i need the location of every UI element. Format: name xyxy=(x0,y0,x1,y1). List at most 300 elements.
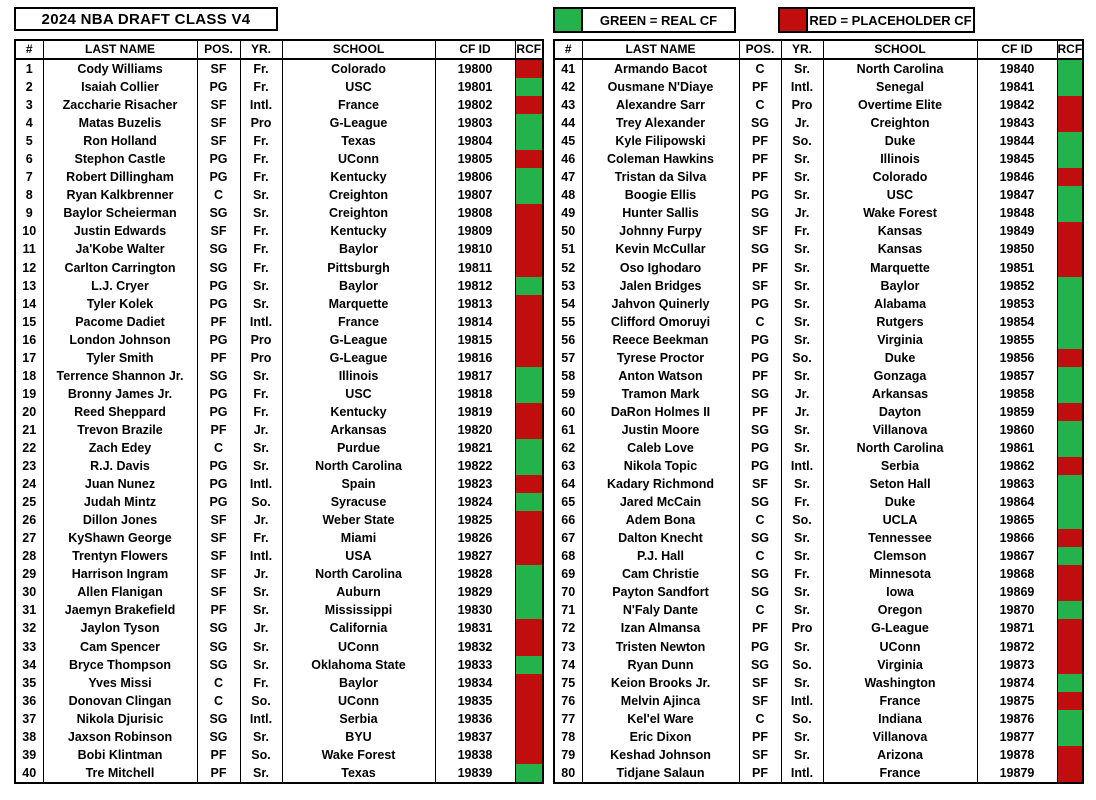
cell-cf-id: 19852 xyxy=(977,277,1057,295)
cell-number: 32 xyxy=(15,619,43,637)
cell-cf-id: 19868 xyxy=(977,565,1057,583)
cell-number: 14 xyxy=(15,295,43,313)
cell-position: PF xyxy=(739,403,781,421)
cell-school: Tennessee xyxy=(823,529,977,547)
cell-last-name: Donovan Clingan xyxy=(43,692,197,710)
cell-position: PG xyxy=(197,78,240,96)
cell-position: PF xyxy=(739,150,781,168)
cell-school: Iowa xyxy=(823,583,977,601)
table-row xyxy=(15,746,543,764)
cell-cf-id: 19844 xyxy=(977,132,1057,150)
table-row xyxy=(554,565,1083,583)
rcf-real-indicator xyxy=(1057,277,1083,295)
table-row xyxy=(554,385,1083,403)
table-row xyxy=(15,367,543,385)
cell-year: So. xyxy=(240,493,282,511)
cell-position: SF xyxy=(197,222,240,240)
table-row xyxy=(15,204,543,222)
rcf-real-indicator xyxy=(1057,475,1083,493)
cell-last-name: Cam Spencer xyxy=(43,638,197,656)
cell-last-name: Boogie Ellis xyxy=(582,186,739,204)
cell-last-name: Zaccharie Risacher xyxy=(43,96,197,114)
cell-last-name: Armando Bacot xyxy=(582,59,739,78)
cell-position: PG xyxy=(739,295,781,313)
cell-year: Sr. xyxy=(781,331,823,349)
cell-position: C xyxy=(197,674,240,692)
cell-school: Baylor xyxy=(282,674,435,692)
cell-cf-id: 19836 xyxy=(435,710,515,728)
cell-school: G-League xyxy=(823,619,977,637)
cell-position: C xyxy=(197,186,240,204)
cell-cf-id: 19840 xyxy=(977,59,1057,78)
rcf-placeholder-indicator xyxy=(515,259,543,277)
cell-last-name: Cody Williams xyxy=(43,59,197,78)
cell-cf-id: 19862 xyxy=(977,457,1057,475)
table-row xyxy=(554,132,1083,150)
table-row xyxy=(15,132,543,150)
cell-cf-id: 19850 xyxy=(977,240,1057,258)
cell-position: PG xyxy=(197,493,240,511)
cell-year: Sr. xyxy=(781,295,823,313)
cell-last-name: Johnny Furpy xyxy=(582,222,739,240)
rcf-real-indicator xyxy=(515,764,543,783)
cell-position: SG xyxy=(739,656,781,674)
cell-school: Virginia xyxy=(823,331,977,349)
cell-number: 58 xyxy=(554,367,582,385)
table-row xyxy=(15,59,543,78)
table-row xyxy=(15,96,543,114)
cell-year: Intl. xyxy=(781,764,823,783)
cell-number: 42 xyxy=(554,78,582,96)
cell-year: Sr. xyxy=(781,674,823,692)
cell-year: So. xyxy=(781,710,823,728)
table-row xyxy=(554,403,1083,421)
cell-number: 6 xyxy=(15,150,43,168)
rcf-real-indicator xyxy=(515,277,543,295)
table-row xyxy=(15,692,543,710)
cell-position: SG xyxy=(197,240,240,258)
cell-year: Intl. xyxy=(240,547,282,565)
cell-cf-id: 19820 xyxy=(435,421,515,439)
cell-position: SG xyxy=(739,529,781,547)
cell-cf-id: 19878 xyxy=(977,746,1057,764)
rcf-real-indicator xyxy=(1057,186,1083,204)
cell-school: Arkansas xyxy=(823,385,977,403)
table-row xyxy=(554,222,1083,240)
table-row xyxy=(554,619,1083,637)
rcf-real-indicator xyxy=(515,457,543,475)
cell-year: Fr. xyxy=(240,168,282,186)
rcf-placeholder-indicator xyxy=(1057,259,1083,277)
cell-cf-id: 19808 xyxy=(435,204,515,222)
cell-last-name: Caleb Love xyxy=(582,439,739,457)
cell-position: SF xyxy=(739,746,781,764)
cell-number: 22 xyxy=(15,439,43,457)
cell-cf-id: 19847 xyxy=(977,186,1057,204)
cell-year: Sr. xyxy=(240,277,282,295)
cell-last-name: Jaxson Robinson xyxy=(43,728,197,746)
table-row xyxy=(15,168,543,186)
table-row xyxy=(15,114,543,132)
cell-number: 9 xyxy=(15,204,43,222)
cell-school: G-League xyxy=(282,349,435,367)
cell-position: PG xyxy=(197,385,240,403)
cell-number: 12 xyxy=(15,259,43,277)
cell-cf-id: 19802 xyxy=(435,96,515,114)
cell-last-name: Ryan Kalkbrenner xyxy=(43,186,197,204)
rcf-placeholder-indicator xyxy=(515,96,543,114)
cell-cf-id: 19819 xyxy=(435,403,515,421)
table-row xyxy=(15,150,543,168)
cell-cf-id: 19816 xyxy=(435,349,515,367)
cell-last-name: P.J. Hall xyxy=(582,547,739,565)
cell-year: Intl. xyxy=(781,78,823,96)
cell-number: 77 xyxy=(554,710,582,728)
cell-school: Creighton xyxy=(282,186,435,204)
cell-last-name: Tramon Mark xyxy=(582,385,739,403)
cell-cf-id: 19835 xyxy=(435,692,515,710)
cell-position: PF xyxy=(739,78,781,96)
cell-position: SF xyxy=(739,692,781,710)
table-row xyxy=(15,186,543,204)
cell-position: SG xyxy=(739,385,781,403)
table-row xyxy=(15,710,543,728)
cell-school: Arizona xyxy=(823,746,977,764)
cell-number: 2 xyxy=(15,78,43,96)
rcf-placeholder-indicator xyxy=(515,222,543,240)
table-row xyxy=(554,710,1083,728)
cell-school: UCLA xyxy=(823,511,977,529)
cell-last-name: Jalen Bridges xyxy=(582,277,739,295)
cell-position: PG xyxy=(197,277,240,295)
cell-cf-id: 19834 xyxy=(435,674,515,692)
cell-position: SG xyxy=(739,421,781,439)
cell-year: Jr. xyxy=(781,385,823,403)
cell-position: SG xyxy=(197,638,240,656)
table-row xyxy=(554,457,1083,475)
cell-year: Pro xyxy=(240,331,282,349)
cell-number: 69 xyxy=(554,565,582,583)
cell-cf-id: 19848 xyxy=(977,204,1057,222)
rcf-real-indicator xyxy=(1057,674,1083,692)
table-row xyxy=(554,601,1083,619)
cell-year: Pro xyxy=(781,619,823,637)
cell-last-name: Izan Almansa xyxy=(582,619,739,637)
cell-cf-id: 19828 xyxy=(435,565,515,583)
cell-year: Fr. xyxy=(240,59,282,78)
cell-position: SG xyxy=(739,204,781,222)
cell-number: 28 xyxy=(15,547,43,565)
cell-cf-id: 19861 xyxy=(977,439,1057,457)
cell-cf-id: 19842 xyxy=(977,96,1057,114)
cell-last-name: Bronny James Jr. xyxy=(43,385,197,403)
cell-position: SF xyxy=(197,583,240,601)
cell-number: 75 xyxy=(554,674,582,692)
cell-year: Fr. xyxy=(240,259,282,277)
cell-cf-id: 19833 xyxy=(435,656,515,674)
cell-school: North Carolina xyxy=(282,565,435,583)
cell-school: Colorado xyxy=(823,168,977,186)
col-header-number: # xyxy=(554,40,582,59)
cell-year: So. xyxy=(781,511,823,529)
cell-year: Jr. xyxy=(781,114,823,132)
cell-school: Mississippi xyxy=(282,601,435,619)
table-row xyxy=(554,638,1083,656)
table-row xyxy=(15,313,543,331)
cell-year: Sr. xyxy=(781,638,823,656)
cell-year: Intl. xyxy=(240,96,282,114)
cell-cf-id: 19809 xyxy=(435,222,515,240)
rcf-real-indicator xyxy=(515,439,543,457)
rcf-real-indicator xyxy=(1057,295,1083,313)
cell-cf-id: 19825 xyxy=(435,511,515,529)
cell-number: 30 xyxy=(15,583,43,601)
legend-real-cf xyxy=(553,7,736,33)
cell-number: 73 xyxy=(554,638,582,656)
cell-position: PG xyxy=(197,295,240,313)
table-row xyxy=(554,150,1083,168)
cell-school: Baylor xyxy=(282,240,435,258)
cell-last-name: Payton Sandfort xyxy=(582,583,739,601)
cell-cf-id: 19854 xyxy=(977,313,1057,331)
cell-number: 35 xyxy=(15,674,43,692)
rcf-placeholder-indicator xyxy=(1057,764,1083,783)
cell-last-name: Ja'Kobe Walter xyxy=(43,240,197,258)
cell-number: 48 xyxy=(554,186,582,204)
cell-last-name: Tristan da Silva xyxy=(582,168,739,186)
cell-school: Creighton xyxy=(282,204,435,222)
cell-year: Sr. xyxy=(240,656,282,674)
rcf-placeholder-indicator xyxy=(515,475,543,493)
cell-number: 57 xyxy=(554,349,582,367)
cell-number: 60 xyxy=(554,403,582,421)
cell-last-name: Anton Watson xyxy=(582,367,739,385)
cell-school: Syracuse xyxy=(282,493,435,511)
table-row xyxy=(15,619,543,637)
cell-school: Washington xyxy=(823,674,977,692)
cell-position: C xyxy=(197,692,240,710)
cell-year: Sr. xyxy=(240,439,282,457)
cell-last-name: L.J. Cryer xyxy=(43,277,197,295)
cell-year: Sr. xyxy=(781,746,823,764)
legend-red-label: RED = PLACEHOLDER CF xyxy=(809,12,972,28)
cell-number: 50 xyxy=(554,222,582,240)
green-swatch xyxy=(555,9,583,31)
cell-number: 5 xyxy=(15,132,43,150)
cell-cf-id: 19859 xyxy=(977,403,1057,421)
cell-year: Fr. xyxy=(781,222,823,240)
cell-last-name: Tristen Newton xyxy=(582,638,739,656)
cell-year: Fr. xyxy=(240,78,282,96)
cell-school: Creighton xyxy=(823,114,977,132)
rcf-placeholder-indicator xyxy=(1057,565,1083,583)
cell-position: SG xyxy=(739,565,781,583)
cell-cf-id: 19815 xyxy=(435,331,515,349)
rcf-real-indicator xyxy=(1057,78,1083,96)
cell-last-name: Dalton Knecht xyxy=(582,529,739,547)
cell-number: 18 xyxy=(15,367,43,385)
rcf-real-indicator xyxy=(1057,421,1083,439)
cell-year: Jr. xyxy=(240,619,282,637)
table-row xyxy=(554,583,1083,601)
table-row xyxy=(15,764,543,783)
cell-cf-id: 19873 xyxy=(977,656,1057,674)
cell-position: SG xyxy=(739,493,781,511)
cell-position: PF xyxy=(739,367,781,385)
cell-cf-id: 19876 xyxy=(977,710,1057,728)
cell-last-name: Jaemyn Brakefield xyxy=(43,601,197,619)
cell-cf-id: 19826 xyxy=(435,529,515,547)
cell-school: Marquette xyxy=(823,259,977,277)
cell-school: Kansas xyxy=(823,222,977,240)
cell-position: SF xyxy=(197,529,240,547)
cell-number: 68 xyxy=(554,547,582,565)
table-row xyxy=(554,168,1083,186)
cell-cf-id: 19807 xyxy=(435,186,515,204)
cell-cf-id: 19814 xyxy=(435,313,515,331)
cell-cf-id: 19829 xyxy=(435,583,515,601)
cell-school: Dayton xyxy=(823,403,977,421)
cell-number: 43 xyxy=(554,96,582,114)
cell-cf-id: 19872 xyxy=(977,638,1057,656)
table-row xyxy=(554,349,1083,367)
rcf-placeholder-indicator xyxy=(515,547,543,565)
table-row xyxy=(554,674,1083,692)
rcf-placeholder-indicator xyxy=(1057,656,1083,674)
table-row xyxy=(554,295,1083,313)
table-row xyxy=(15,475,543,493)
cell-position: PF xyxy=(739,259,781,277)
cell-last-name: Bobi Klintman xyxy=(43,746,197,764)
cell-number: 26 xyxy=(15,511,43,529)
cell-cf-id: 19801 xyxy=(435,78,515,96)
cell-number: 21 xyxy=(15,421,43,439)
cell-number: 19 xyxy=(15,385,43,403)
rcf-placeholder-indicator xyxy=(1057,583,1083,601)
rcf-placeholder-indicator xyxy=(515,204,543,222)
cell-cf-id: 19818 xyxy=(435,385,515,403)
cell-number: 64 xyxy=(554,475,582,493)
cell-school: Alabama xyxy=(823,295,977,313)
cell-number: 74 xyxy=(554,656,582,674)
cell-number: 70 xyxy=(554,583,582,601)
cell-last-name: Kyle Filipowski xyxy=(582,132,739,150)
cell-position: PG xyxy=(197,475,240,493)
cell-position: SG xyxy=(197,367,240,385)
cell-number: 56 xyxy=(554,331,582,349)
cell-last-name: Stephon Castle xyxy=(43,150,197,168)
cell-year: Sr. xyxy=(781,367,823,385)
cell-position: PF xyxy=(197,746,240,764)
cell-last-name: Adem Bona xyxy=(582,511,739,529)
cell-year: Fr. xyxy=(240,529,282,547)
cell-number: 59 xyxy=(554,385,582,403)
cell-year: Sr. xyxy=(781,168,823,186)
table-row xyxy=(15,421,543,439)
cell-cf-id: 19870 xyxy=(977,601,1057,619)
cell-number: 44 xyxy=(554,114,582,132)
cell-cf-id: 19821 xyxy=(435,439,515,457)
cell-cf-id: 19849 xyxy=(977,222,1057,240)
cell-year: Jr. xyxy=(240,421,282,439)
rcf-real-indicator xyxy=(1057,439,1083,457)
cell-position: PG xyxy=(197,403,240,421)
cell-last-name: KyShawn George xyxy=(43,529,197,547)
rcf-real-indicator xyxy=(1057,710,1083,728)
cell-last-name: Tre Mitchell xyxy=(43,764,197,783)
cell-last-name: Ron Holland xyxy=(43,132,197,150)
cell-last-name: Tidjane Salaun xyxy=(582,764,739,783)
cell-cf-id: 19827 xyxy=(435,547,515,565)
table-row xyxy=(554,259,1083,277)
cell-position: SG xyxy=(739,114,781,132)
cell-number: 31 xyxy=(15,601,43,619)
cell-year: Fr. xyxy=(240,385,282,403)
rcf-real-indicator xyxy=(515,114,543,132)
rcf-placeholder-indicator xyxy=(1057,529,1083,547)
cell-school: UConn xyxy=(823,638,977,656)
cell-school: Auburn xyxy=(282,583,435,601)
rcf-real-indicator xyxy=(515,583,543,601)
rcf-placeholder-indicator xyxy=(515,331,543,349)
cell-last-name: Tyler Kolek xyxy=(43,295,197,313)
cell-position: SG xyxy=(197,619,240,637)
rcf-real-indicator xyxy=(1057,547,1083,565)
cell-year: Intl. xyxy=(781,692,823,710)
cell-year: Sr. xyxy=(240,186,282,204)
cell-year: Fr. xyxy=(240,132,282,150)
cell-position: SG xyxy=(197,710,240,728)
cell-position: PG xyxy=(739,439,781,457)
cell-last-name: Matas Buzelis xyxy=(43,114,197,132)
cell-number: 76 xyxy=(554,692,582,710)
cell-cf-id: 19871 xyxy=(977,619,1057,637)
cell-cf-id: 19865 xyxy=(977,511,1057,529)
cell-last-name: Keshad Johnson xyxy=(582,746,739,764)
cell-school: Kansas xyxy=(823,240,977,258)
cell-number: 20 xyxy=(15,403,43,421)
rcf-real-indicator xyxy=(515,385,543,403)
cell-school: BYU xyxy=(282,728,435,746)
cell-position: C xyxy=(739,601,781,619)
cell-year: Sr. xyxy=(781,259,823,277)
cell-school: Gonzaga xyxy=(823,367,977,385)
cell-year: Sr. xyxy=(240,295,282,313)
cell-school: Marquette xyxy=(282,295,435,313)
table-row xyxy=(15,331,543,349)
cell-school: France xyxy=(282,96,435,114)
table-row xyxy=(15,529,543,547)
table-row xyxy=(554,493,1083,511)
cell-cf-id: 19856 xyxy=(977,349,1057,367)
cell-year: So. xyxy=(240,746,282,764)
rcf-real-indicator xyxy=(1057,385,1083,403)
cell-cf-id: 19806 xyxy=(435,168,515,186)
cell-last-name: Coleman Hawkins xyxy=(582,150,739,168)
cell-year: Sr. xyxy=(240,728,282,746)
table-row xyxy=(554,764,1083,783)
cell-position: PG xyxy=(197,150,240,168)
legend-placeholder-cf xyxy=(778,7,975,33)
cell-school: USA xyxy=(282,547,435,565)
cell-number: 41 xyxy=(554,59,582,78)
cell-number: 80 xyxy=(554,764,582,783)
col-header-year: YR. xyxy=(781,40,823,59)
cell-last-name: Dillon Jones xyxy=(43,511,197,529)
rcf-real-indicator xyxy=(515,78,543,96)
cell-school: Duke xyxy=(823,349,977,367)
cell-school: Serbia xyxy=(282,710,435,728)
